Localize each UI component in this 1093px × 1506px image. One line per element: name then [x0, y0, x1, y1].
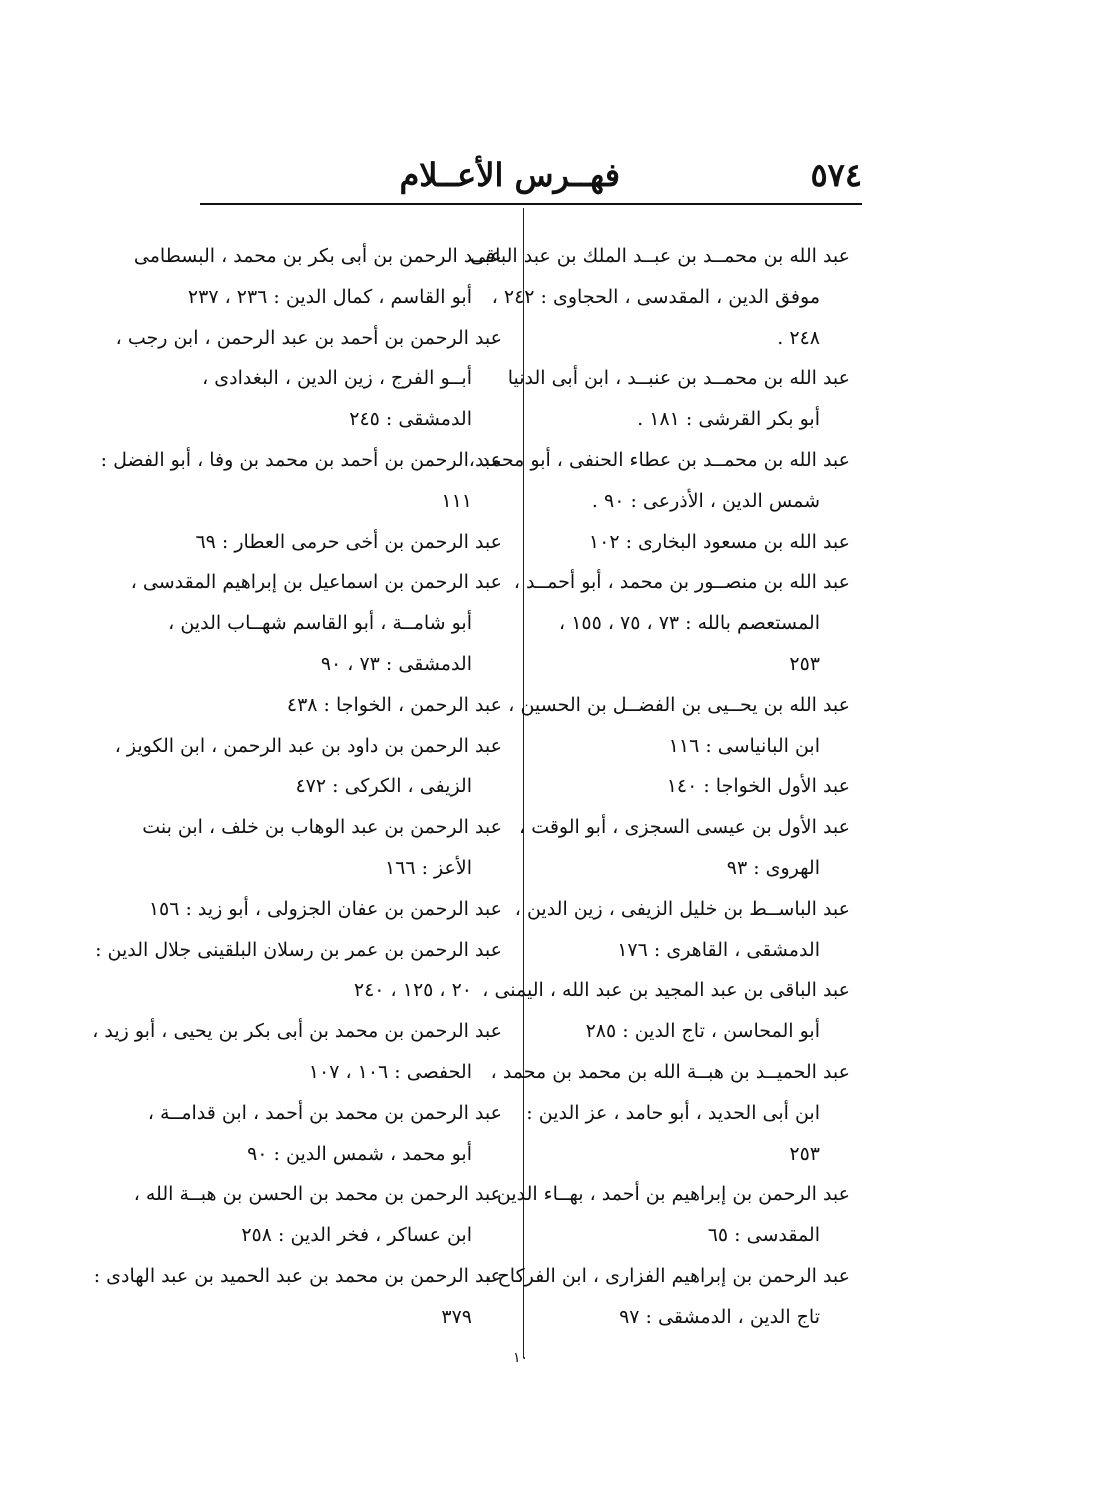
index-entry [147, 1093, 502, 1175]
index-entry [513, 562, 850, 684]
entry-continuation-line: ٢٥٣ [789, 1142, 820, 1165]
index-entry [148, 889, 502, 930]
entry-continuation-line: موفق الدين ، المقدسى ، الحجاوى : ٢٤٢ ، [491, 285, 820, 308]
entry-continuation-line: أبو محمد ، شمس الدين : ٩٠ [247, 1142, 472, 1165]
entry-heading-line: عبد الرحمن بن محمد بن أحمد ، ابن قدامــة ، [147, 1101, 502, 1124]
entry-continuation-line: الحفصى : ١٠٦ ، ١٠٧ [308, 1060, 472, 1083]
entry-heading-line: عبد الباســط بن خليل الزيفى ، زين الدين ، [514, 897, 850, 920]
entry-heading-line: عبد الله بن محمــد بن عطاء الحنفى ، أبو محمد ، [468, 448, 850, 471]
entry-continuation-line: الأعز : ١٦٦ [384, 856, 472, 879]
entry-continuation-line: الدمشقى : ٢٤٥ [349, 408, 472, 431]
index-entry [142, 807, 502, 889]
entry-heading-line: عبد الرحمن بن اسماعيل بن إبراهيم المقدسى ، [130, 571, 502, 594]
page-number: ٥٧٤ [810, 156, 862, 194]
index-entry [100, 440, 502, 522]
entry-continuation-line: المستعصم بالله : ٧٣ ، ٧٥ ، ١٥٥ ، [559, 612, 820, 635]
page-title: فهــرس الأعــلام [399, 156, 620, 194]
index-entry [508, 685, 850, 767]
index-entry [514, 889, 850, 971]
entry-continuation-line: أبــو الفرج ، زين الدين ، البغدادى ، [202, 367, 472, 390]
index-entry [482, 970, 850, 1052]
index-entry [133, 1174, 502, 1256]
entry-continuation-line: ابن البانياسى : ١١٦ [668, 734, 820, 757]
entry-heading-line: عبد الله بن مسعود البخارى : ١٠٢ [588, 530, 850, 553]
entry-continuation-line: الدمشقى ، القاهرى : ١٧٦ [617, 938, 820, 961]
entry-heading-line: عبد الرحمن بن أحمد بن محمد بن وفا ، أبو الفضل : [100, 448, 502, 471]
index-entry [496, 1174, 850, 1256]
index-entry [490, 1052, 850, 1174]
index-entry [197, 685, 502, 726]
entry-continuation-line: أبو القاسم ، كمال الدين : ٢٣٦ ، ٢٣٧ [187, 285, 472, 308]
index-entry [92, 1011, 502, 1093]
index-column-right [468, 236, 850, 1338]
index-entry [130, 562, 502, 684]
entry-continuation-line: ٢٠ ، ١٢٥ ، ٢٤٠ [353, 979, 472, 1002]
entry-continuation-line: شمس الدين ، الأذرعى : ٩٠ . [591, 489, 820, 512]
entry-heading-line: عبد الله بن يحــيى بن الفضــل بن الحسين ، [508, 693, 850, 716]
entry-continuation-line: ١١١ [441, 489, 472, 512]
entry-heading-line: عبد الرحمن بن داود بن عبد الرحمن ، ابن الكويز ، [114, 734, 502, 757]
entry-heading-line: عبد الله بن محمــد بن عبــد الملك بن عبد الباقى [470, 245, 850, 267]
entry-continuation-line: المقدسى : ٦٥ [707, 1224, 820, 1247]
entry-heading-line: عبد الرحمن بن عمر بن رسلان البلقينى جلال الدين : [95, 938, 502, 961]
entry-heading-line: عبد الرحمن بن عبد الوهاب بن خلف ، ابن بنت [142, 816, 502, 839]
index-entry [197, 522, 502, 563]
page-header [200, 148, 862, 198]
entry-continuation-line: أبو بكر القرشى : ١٨١ . [637, 408, 820, 431]
index-entry [93, 1256, 502, 1338]
index-entry [545, 766, 850, 807]
entry-continuation-line: الهروى : ٩٣ [726, 856, 820, 879]
printer-mark: ١٠ [513, 1350, 529, 1366]
index-entry [114, 726, 502, 808]
entry-heading-line: عبد الله بن محمــد بن عنبــد ، ابن أبى الدنيا [507, 367, 850, 390]
entry-heading-line: عبد الرحمن بن محمد بن الحسن بن هبــة الله ، [133, 1183, 502, 1206]
entry-heading-line: عبد الأول بن عيسى السجزى ، أبو الوقت ، [519, 816, 850, 839]
entry-heading-line: عبد الباقى بن عبد المجيد بن عبد الله ، اليمنى ، [482, 979, 850, 1002]
index-entry [470, 236, 850, 358]
entry-continuation-line: الزيفى ، الكركى : ٤٧٢ [295, 775, 472, 798]
index-entry [507, 358, 850, 440]
entry-heading-line: عبد الرحمن بن أحمد بن عبد الرحمن ، ابن رجب ، [115, 326, 502, 349]
index-column-left [92, 236, 502, 1338]
entry-continuation-line: ابن أبى الحديد ، أبو حامد ، عز الدين : [526, 1101, 820, 1124]
entry-heading-line: عبد الأول الخواجا : ١٤٠ [666, 775, 850, 798]
index-entry [115, 318, 502, 440]
entry-continuation-line: ٢٤٨ . [777, 326, 820, 349]
entry-heading-line: عبد الرحمن بن إبراهيم الفزارى ، ابن الفركاح ، [485, 1264, 850, 1287]
entry-continuation-line: ابن عساكر ، فخر الدين : ٢٥٨ [241, 1224, 472, 1247]
entry-heading-line: عبد الرحمن ، الخواجا : ٤٣٨ [286, 693, 502, 716]
entry-heading-line: عبــد الرحمن بن أبى بكر بن محمد ، البسطامى [133, 245, 502, 267]
entry-heading-line: عبد الحميــد بن هبــة الله بن محمد بن محمد ، [490, 1060, 850, 1083]
index-entry [133, 236, 502, 318]
index-entry [468, 440, 850, 522]
index-entry [545, 522, 850, 563]
entry-heading-line: عبد الرحمن بن عفان الجزولى ، أبو زيد : ١٥٦ [148, 897, 502, 920]
entry-continuation-line: ٣٧٩ [441, 1305, 472, 1328]
entry-heading-line: عبد الرحمن بن محمد بن عبد الحميد بن عبد الهادى : [93, 1264, 502, 1287]
header-rule [200, 203, 862, 205]
index-entry [519, 807, 850, 889]
entry-heading-line: عبد الرحمن بن محمد بن أبى بكر بن يحيى ، أبو زيد ، [92, 1020, 502, 1043]
index-entry [485, 1256, 850, 1338]
entry-heading-line: عبد الله بن منصــور بن محمد ، أبو أحمــد ، [513, 571, 850, 594]
entry-continuation-line: الدمشقى : ٧٣ ، ٩٠ [320, 652, 472, 675]
entry-continuation-line: أبو شامــة ، أبو القاسم شهــاب الدين ، [168, 612, 472, 635]
entry-continuation-line: أبو المحاسن ، تاج الدين : ٢٨٥ [585, 1020, 820, 1043]
entry-continuation-line: ٢٥٣ [789, 652, 820, 675]
entry-continuation-line: تاج الدين ، الدمشقى : ٩٧ [619, 1305, 820, 1328]
index-entry [95, 930, 502, 1012]
entry-heading-line: عبد الرحمن بن أخى حرمى العطار : ٦٩ [195, 530, 502, 553]
entry-heading-line: عبد الرحمن بن إبراهيم بن أحمد ، بهــاء الدين [496, 1183, 850, 1206]
